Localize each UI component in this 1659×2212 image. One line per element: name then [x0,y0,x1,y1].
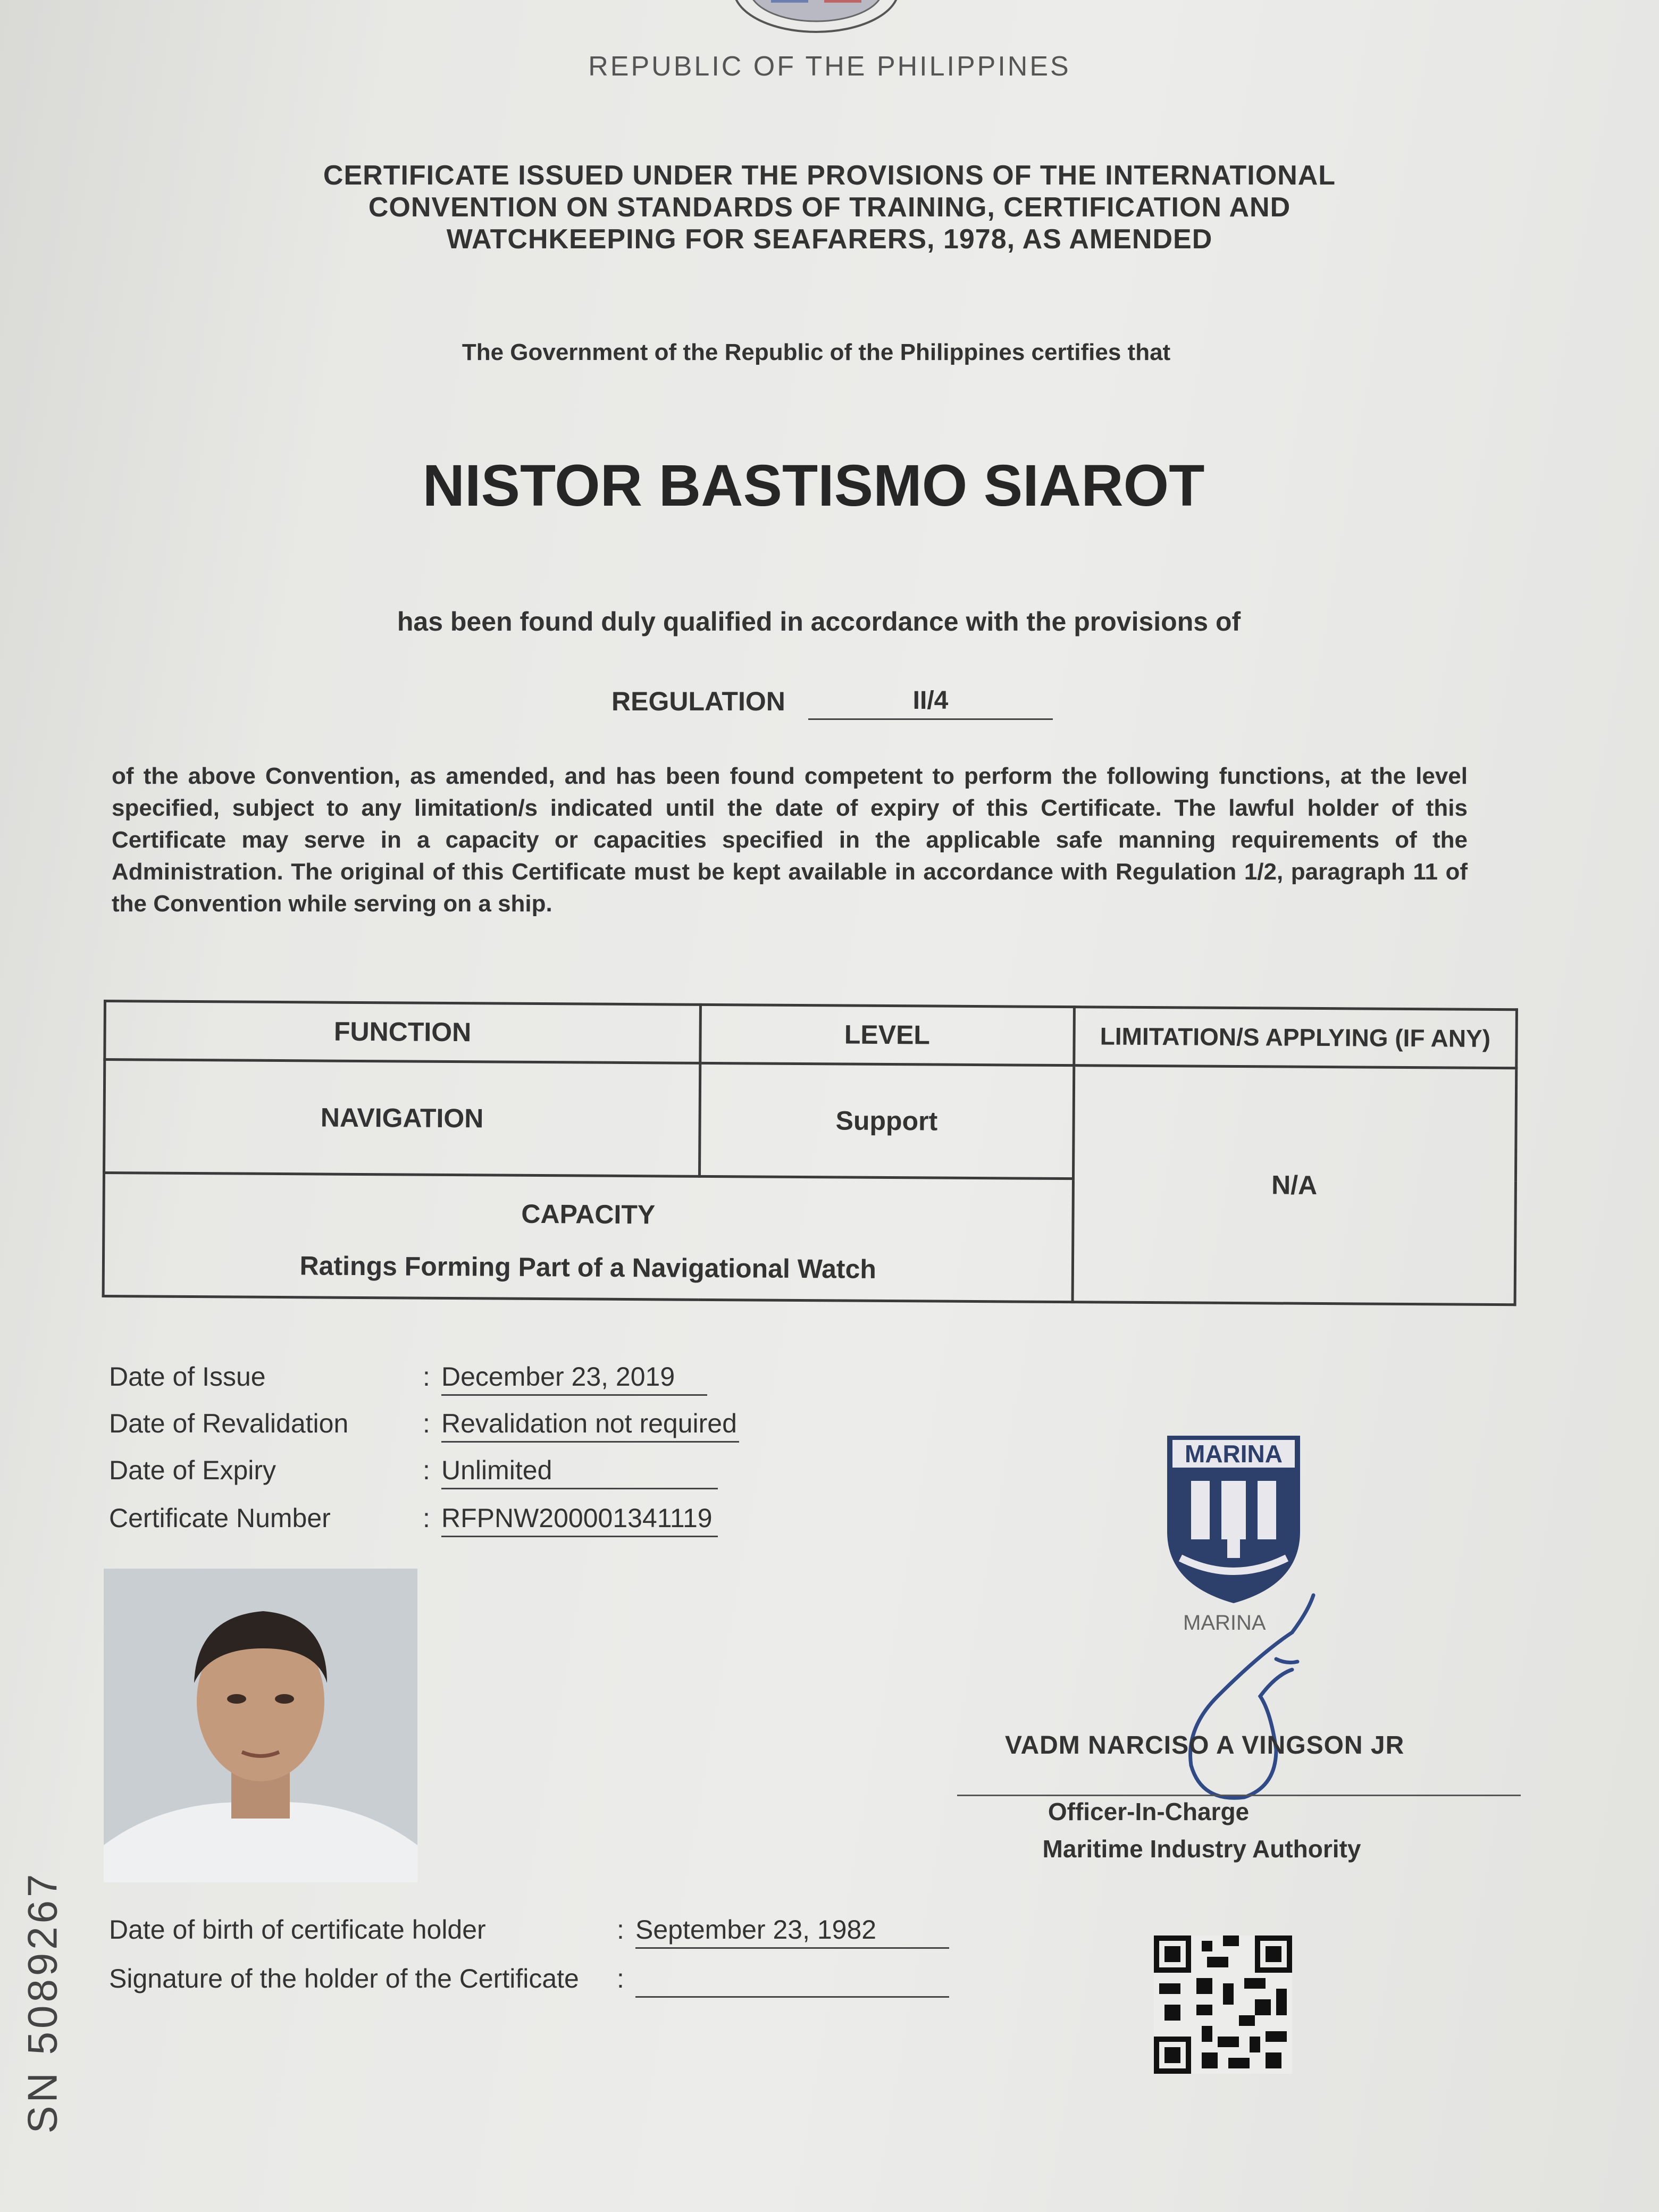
agency-name: Maritime Industry Authority [1042,1835,1361,1863]
number-label: Certificate Number [109,1503,331,1533]
marina-logo-icon [1159,1430,1308,1606]
portrait-icon [104,1569,417,1882]
holder-signature-field [635,1963,949,1998]
holder-photo [104,1569,417,1882]
convention-paragraph: of the above Convention, as amended, and has been found competent to perform the following functions, at the level specified, subject to any limitation/s indicated until the date of expiry of this Certificate. The lawful holder of this Certificate may serve in a capacity or capacities specified in the applicable safe manning requirements of the Administration. The original of this Certificate must be kept available in accordance with Regulation 1/2, paragraph 11 of the Convention while serving on a ship. [112,763,1468,917]
birth-value: September 23, 1982 [635,1914,949,1949]
marina-stamp-text: MARINA [1183,1611,1266,1635]
signature-line [957,1795,1521,1796]
qualified-text: has been found duly qualified in accordance with the provisions of [397,607,1241,636]
heading-line-3: WATCHKEEPING FOR SEAFARERS, 1978, AS AMENDED [446,224,1213,255]
birth-label: Date of birth of certificate holder [109,1915,486,1945]
officer-name: VADM NARCISO A VINGSON JR [1005,1731,1405,1759]
serial-number: SN 5089267 [19,1871,66,2134]
issue-label: Date of Issue [109,1362,266,1392]
limitation-header: LIMITATION/S APPLYING (IF ANY) [1074,1007,1516,1068]
issue-colon: : [423,1362,430,1392]
expiry-value: Unlimited [441,1455,718,1489]
qr-code-icon [1154,1936,1292,2074]
regulation-value: II/4 [808,686,1053,720]
expiry-label: Date of Expiry [109,1455,276,1485]
functions-table [102,1000,1518,1306]
number-value: RFPNW200001341119 [441,1503,718,1537]
level-header: LEVEL [700,1004,1074,1065]
capacity-cell [103,1172,1073,1302]
issue-value: December 23, 2019 [441,1361,707,1396]
heading-line-2: CONVENTION ON STANDARDS OF TRAINING, CERTIFICATION AND [368,192,1291,223]
limitation-value: N/A [1073,1066,1516,1305]
number-colon: : [423,1503,430,1533]
function-value: NAVIGATION [104,1059,700,1176]
level-value: Support [699,1063,1074,1178]
holder-name: NISTOR BASTISMO SIAROT [422,453,1205,518]
officer-role: Officer-In-Charge [1048,1798,1250,1825]
capacity-value: Ratings Forming Part of a Navigational Watch [299,1250,877,1284]
holder-signature-colon: : [617,1964,624,1993]
certifies-text: The Government of the Republic of the Philippines certifies that [462,339,1171,365]
function-header: FUNCTION [105,1001,701,1063]
holder-signature-label: Signature of the holder of the Certificate [109,1964,579,1993]
country-name: REPUBLIC OF THE PHILIPPINES [588,51,1071,82]
revalidation-label: Date of Revalidation [109,1409,349,1438]
republic-seal-icon [728,0,904,37]
regulation-label: REGULATION [611,686,785,716]
capacity-header: CAPACITY [521,1199,656,1230]
certificate-heading [245,160,1414,255]
revalidation-colon: : [423,1409,430,1438]
marina-logo-text: MARINA [1185,1440,1283,1468]
expiry-colon: : [423,1455,430,1485]
revalidation-value: Revalidation not required [441,1408,739,1443]
heading-line-1: CERTIFICATE ISSUED UNDER THE PROVISIONS OF THE INTERNATIONAL [323,160,1336,191]
birth-colon: : [617,1915,624,1945]
